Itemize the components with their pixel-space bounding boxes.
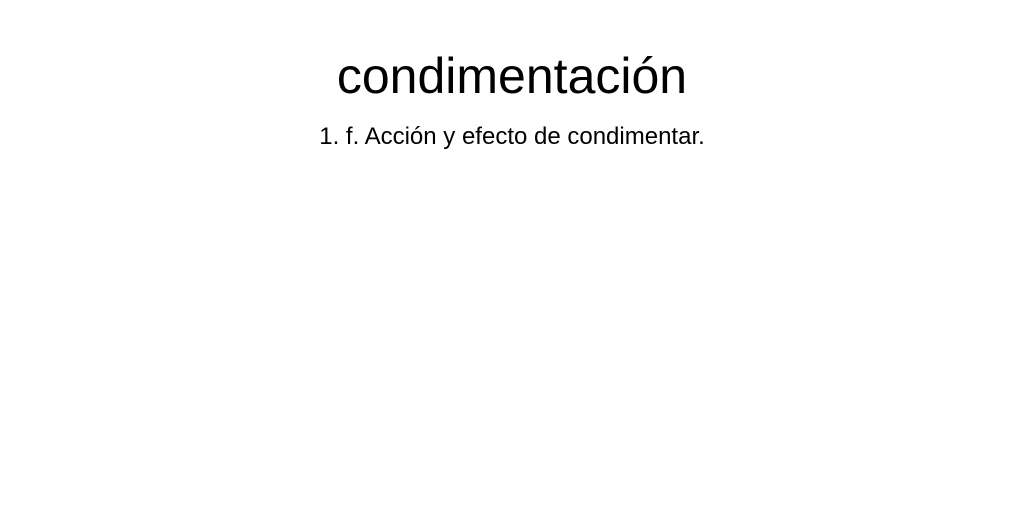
entry-definition: 1. f. Acción y efecto de condimentar. — [319, 123, 705, 150]
entry-term: condimentación — [336, 48, 688, 104]
